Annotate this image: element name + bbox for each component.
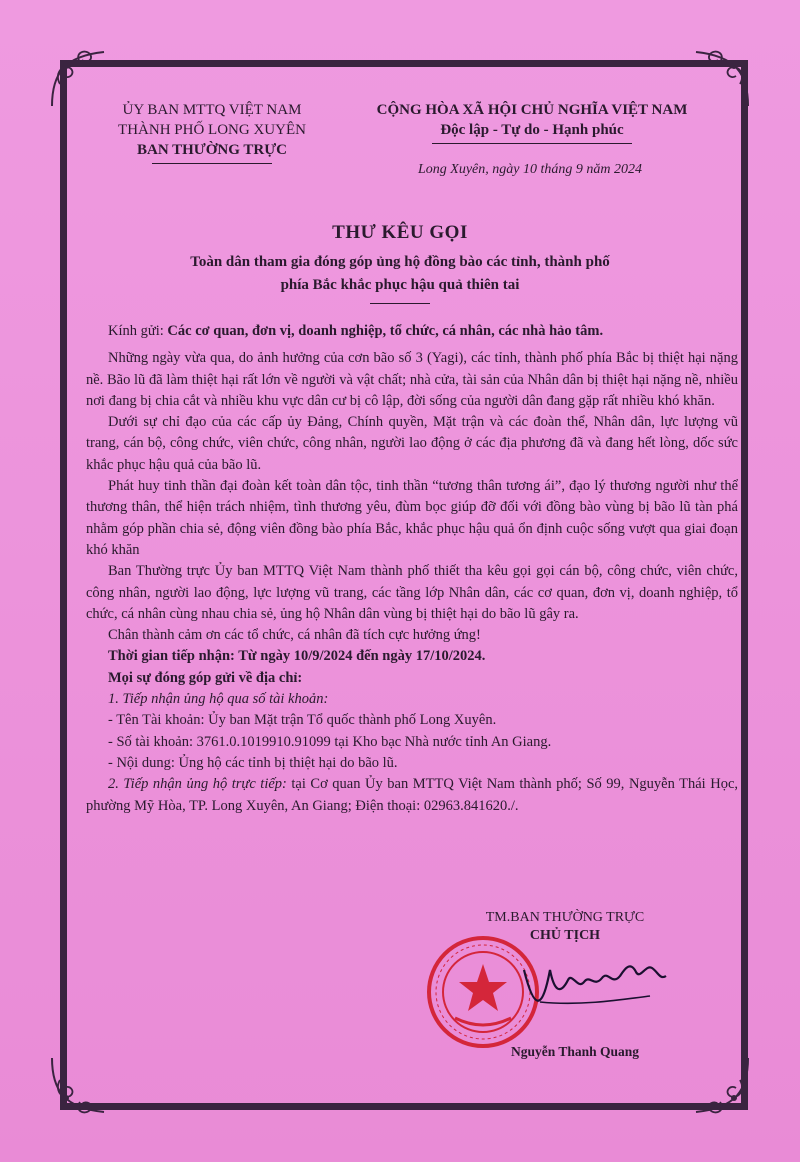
signer-name: Nguyễn Thanh Quang [510,1044,640,1059]
paragraph: Dưới sự chỉ đạo của các cấp ủy Đảng, Chính quyền, Mặt trận và các đoàn thể, Nhân dân, lực lượng vũ trang, cán bộ, công chức, viên chức, công nhân, người lao động ở các địa phương đã và đang hết lòng, dốc sức khắc phục hậu quả của bão lũ. [86,414,738,473]
issuer-line-1: ỦY BAN MTTQ VIỆT NAM [122,102,302,118]
corner-ornament-icon [44,1050,114,1120]
document-date: Long Xuyên, ngày 10 tháng 9 năm 2024 [418,162,642,177]
receiving-time: Thời gian tiếp nhận: Từ ngày 10/9/2024 đến ngày 17/10/2024. [108,648,486,665]
account-number: - Số tài khoản: 3761.0.1019910.91099 tại Kho bạc Nhà nước tỉnh An Giang. [108,733,552,750]
account-name: - Tên Tài khoản: Ủy ban Mặt trận Tổ quốc thành phố Long Xuyên. [108,712,497,729]
thanks-line: Chân thành cảm ơn các tổ chức, cá nhân đã tích cực hưởng ứng! [108,627,481,644]
paragraph: Những ngày vừa qua, do ảnh hưởng của cơn bão số 3 (Yagi), các tỉnh, thành phố phía Bắc bị thiệt hại nặng nề. Bão lũ đã làm thiệt hại rất lớn về người và vật chất; nhà cửa, tài sản của Nhân dân bị thiệt hại nặng nề, nhiều nơi đang bị chia cắt và nhiều khu vực dân cư bị cô lập, đời sống của người dân đang gặp rất nhiều khó khăn. [86,350,738,409]
issuer-line-2: THÀNH PHỐ LONG XUYÊN [118,122,306,138]
national-name: CỘNG HÒA XÃ HỘI CHỦ NGHĨA VIỆT NAM [376,102,688,118]
corner-ornament-icon [686,1050,756,1120]
national-motto: Độc lập - Tự do - Hạnh phúc [440,122,624,138]
handwritten-signature-icon [520,950,670,1020]
document-title: THƯ KÊU GỌI [332,222,468,243]
subtitle-line-1: Toàn dân tham gia đóng góp ủng hộ đồng bào các tỉnh, thành phố [190,254,610,270]
bank-heading: 1. Tiếp nhận ủng hộ qua số tài khoản: [108,691,329,708]
signer-title: CHỦ TỊCH [529,928,601,943]
paragraph: Phát huy tinh thần đại đoàn kết toàn dân tộc, tinh thần “tương thân tương ái”, đạo lý thương người như thể thương thân, thể hiện trách nhiệm, tình thương yêu, đùm bọc giúp đỡ đối với đồng bào vùng bị bão lũ tàn phá nhằm góp phần chia sẻ, động viên đồng bào phía Bắc, khắc phục hậu quả ổn định cuộc sống vượt qua giai đoạn khó khăn [86,478,738,558]
issuer-header [92,100,332,164]
direct-receiving [86,774,738,817]
direct-text: tại Cơ quan Ủy ban MTTQ Việt Nam thành phố; Số 99, Nguyễn Thái Học, phường Mỹ Hòa, TP. Long Xuyên, An Giang; Điện thoại: 02963.841620./. [86,776,739,814]
greeting-label: Kính gửi: [108,323,164,339]
paragraph: Ban Thường trực Ủy ban MTTQ Việt Nam thành phố thiết tha kêu gọi gọi cán bộ, công chức, viên chức, công nhân, người lao động, lực lượng vũ trang, các tầng lớp Nhân dân, các cơ quan, đơn vị, doanh nghiệp, tổ chức, cá nhân cùng nhau chia sẻ, ủng hộ Nhân dân vùng bị thiệt hại do bão lũ gây ra. [86,563,738,622]
issuer-underline [152,163,272,164]
signer-office: TM.BAN THƯỜNG TRỰC [485,910,645,925]
document-subtitle [100,251,700,304]
greeting-recipients: Các cơ quan, đơn vị, doanh nghiệp, tổ chức, cá nhân, các nhà hảo tâm. [167,323,604,339]
motto-underline [432,143,632,144]
subtitle-underline [370,303,430,304]
national-header [352,100,712,144]
issuer-line-3: BAN THƯỜNG TRỰC [136,142,287,158]
letter-body [86,321,738,817]
direct-heading: 2. Tiếp nhận ủng hộ trực tiếp: [108,776,287,793]
address-heading: Mọi sự đóng góp gửi về địa chỉ: [108,669,303,686]
subtitle-line-2: phía Bắc khắc phục hậu quả thiên tai [280,277,520,293]
transfer-content: - Nội dung: Ủng hộ các tỉnh bị thiệt hại do bão lũ. [108,754,398,771]
greeting [86,321,738,342]
